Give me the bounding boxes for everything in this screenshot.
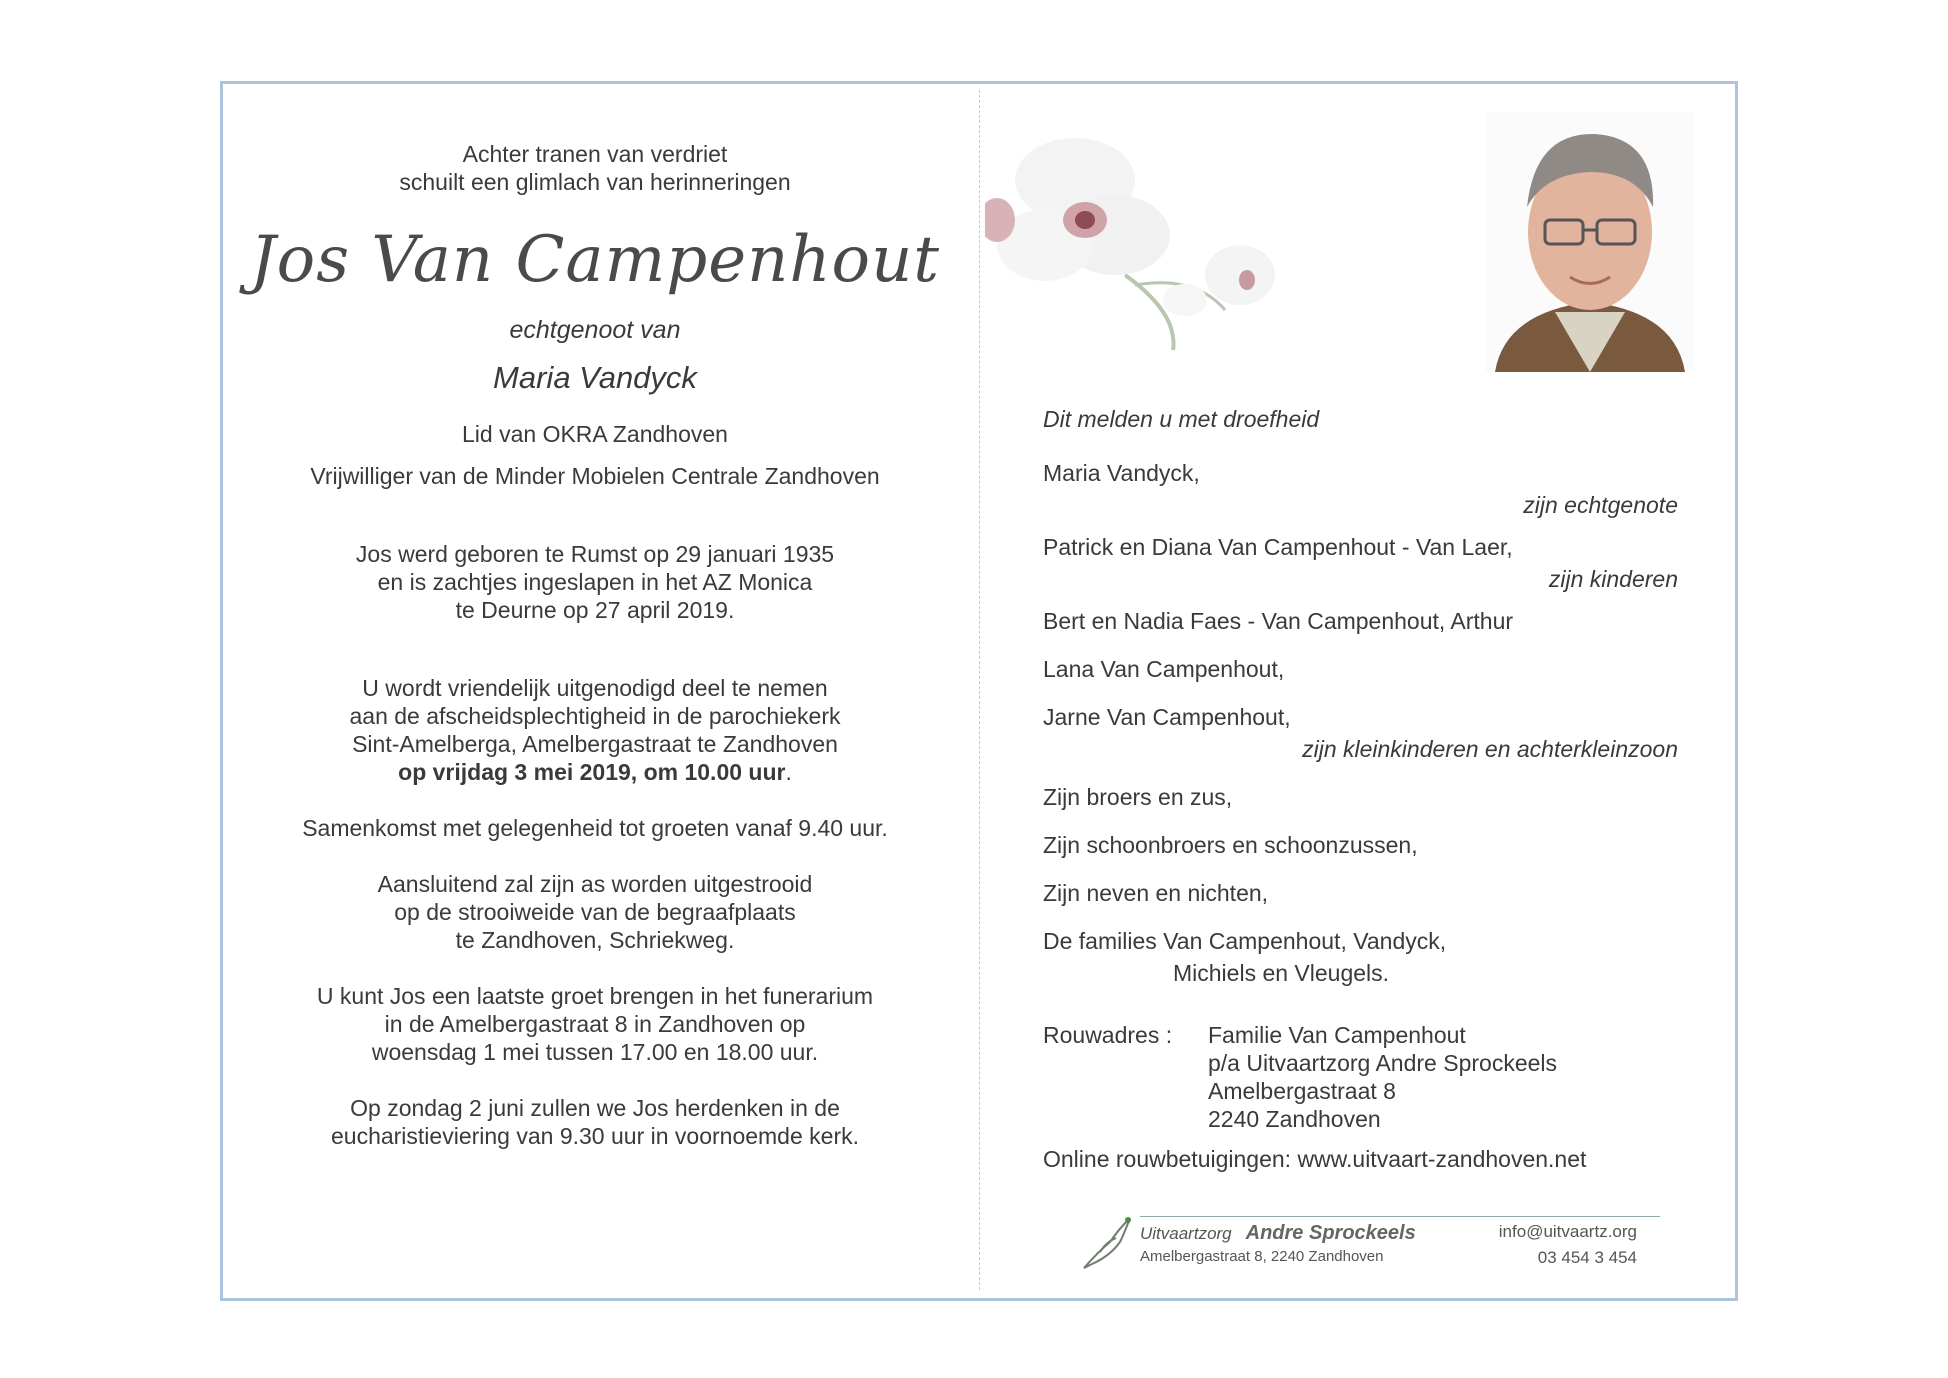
- address-lines: [1208, 1021, 1557, 1133]
- family-spouse-relation: zijn echtgenote: [1523, 492, 1678, 518]
- family-children: Patrick en Diana Van Campenhout - Van Laer,: [1043, 534, 1513, 560]
- membership: Vrijwilliger van de Minder Mobielen Centrale Zandhoven: [310, 463, 880, 489]
- ashes-line: Aansluitend zal zijn as worden uitgestrooid: [377, 871, 813, 897]
- right-page: [1043, 405, 1678, 1173]
- portrait-photo: [1485, 112, 1695, 372]
- logo-email: info@uitvaartz.org: [1498, 1222, 1637, 1241]
- ashes-line: op de strooiweide van de begraafplaats: [394, 899, 796, 925]
- family-grandchildren: Jarne Van Campenhout,: [1043, 704, 1291, 730]
- invite-period: .: [785, 759, 792, 785]
- membership: Lid van OKRA Zandhoven: [462, 421, 728, 447]
- address-line: 2240 Zandhoven: [1208, 1106, 1381, 1132]
- address-label: Rouwadres :: [1043, 1022, 1173, 1048]
- family-children-relation: zijn kinderen: [1548, 566, 1678, 592]
- family-grandchildren-relation: zijn kleinkinderen en achterkleinzoon: [1302, 736, 1678, 762]
- poem-line: schuilt een glimlach van herinneringen: [399, 169, 791, 195]
- birth-line: Jos werd geboren te Rumst op 29 januari 1935: [355, 541, 835, 567]
- family-siblings: Zijn broers en zus,: [1043, 784, 1233, 810]
- announcement: Dit melden u met droefheid: [1043, 406, 1320, 432]
- fold-line: [979, 90, 980, 1290]
- family-cousins: Zijn neven en nichten,: [1043, 880, 1269, 906]
- family-families: Michiels en Vleugels.: [1173, 960, 1390, 986]
- logo-brand: Andre Sprockeels: [1245, 1222, 1416, 1244]
- remembrance-line: eucharistieviering van 9.30 uur in voornoemde kerk.: [330, 1123, 859, 1149]
- family-families: De families Van Campenhout, Vandyck,: [1043, 928, 1447, 954]
- logo-title: [1140, 1222, 1416, 1245]
- ashes-line: te Zandhoven, Schriekweg.: [455, 927, 735, 953]
- online-condolences: Online rouwbetuigingen: www.uitvaart-zandhoven.net: [1043, 1146, 1587, 1172]
- left-page: [245, 140, 945, 1150]
- logo-phone: 03 454 3 454: [1537, 1248, 1637, 1267]
- funeral-home-line: U kunt Jos een laatste groet brengen in het funerarium: [316, 983, 874, 1009]
- invite-line: U wordt vriendelijk uitgenodigd deel te nemen: [362, 675, 828, 701]
- family-inlaws: Zijn schoonbroers en schoonzussen,: [1043, 832, 1418, 858]
- address-line: p/a Uitvaartzorg Andre Sprockeels: [1208, 1050, 1558, 1076]
- funeral-home-line: in de Amelbergastraat 8 in Zandhoven op: [384, 1011, 806, 1037]
- funeral-company-logo: [1080, 1212, 1637, 1272]
- remembrance-line: Op zondag 2 juni zullen we Jos herdenken in de: [350, 1095, 840, 1121]
- birth-line: en is zachtjes ingeslapen in het AZ Monica: [377, 569, 813, 595]
- address-line: Amelbergastraat 8: [1208, 1078, 1396, 1104]
- orchid-image: [985, 125, 1285, 355]
- spouse-name: Maria Vandyck: [493, 360, 697, 395]
- gathering: Samenkomst met gelegenheid tot groeten vanaf 9.40 uur.: [302, 815, 888, 841]
- invite-datetime: op vrijdag 3 mei 2019, om 10.00 uur: [398, 759, 786, 785]
- deceased-name: Jos Van Campenhout: [250, 223, 940, 297]
- spouse-label: echtgenoot van: [509, 316, 681, 344]
- invite-line: Sint-Amelberga, Amelbergastraat te Zandhoven: [352, 731, 838, 757]
- logo-prefix: Uitvaartzorg: [1140, 1224, 1232, 1243]
- logo-rule: [1140, 1216, 1660, 1217]
- logo-street: Amelbergastraat 8, 2240 Zandhoven: [1140, 1248, 1384, 1265]
- poem-line: Achter tranen van verdriet: [462, 141, 728, 167]
- family-spouse: Maria Vandyck,: [1043, 460, 1200, 486]
- invite-line: aan de afscheidsplechtigheid in de parochiekerk: [349, 703, 841, 729]
- family-grandchildren: Lana Van Campenhout,: [1043, 656, 1285, 682]
- family-grandchildren: Bert en Nadia Faes - Van Campenhout, Arthur: [1043, 608, 1514, 634]
- address-line: Familie Van Campenhout: [1208, 1022, 1466, 1048]
- birth-line: te Deurne op 27 april 2019.: [455, 597, 735, 623]
- dove-icon: [1080, 1212, 1136, 1272]
- invite-datetime-line: [245, 758, 945, 786]
- funeral-home-line: woensdag 1 mei tussen 17.00 en 18.00 uur.: [371, 1039, 819, 1065]
- condolence-address: [1043, 1021, 1678, 1133]
